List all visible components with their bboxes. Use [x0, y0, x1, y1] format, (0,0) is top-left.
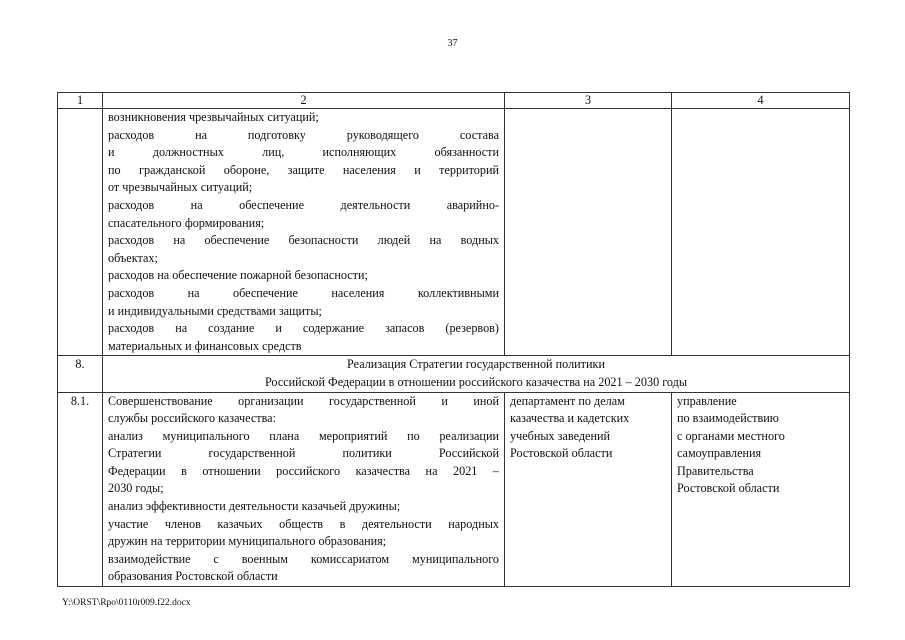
section-8-number: 8.: [58, 356, 103, 392]
text-line: по взаимодействию: [677, 411, 779, 426]
text-line: расходов на создание и содержание запасов (резервов): [108, 321, 499, 336]
document-table: [57, 92, 850, 587]
text-line: расходов на обеспечение населения коллективными: [108, 285, 499, 300]
row-8-1-number: 8.1.: [58, 392, 103, 587]
table-header-row: [58, 93, 850, 109]
text-line: казачества и кадетских: [510, 411, 630, 426]
column-header-3: 3: [505, 93, 672, 109]
section-8-title-line-2: Российской Федерации в отношении российского казачества на 2021 – 2030 годы: [264, 374, 688, 389]
text-line: анализ муниципального плана мероприятий по реализации: [108, 428, 499, 443]
text-line: от чрезвычайных ситуаций;: [108, 180, 253, 195]
text-line: Совершенствование организации государственной и иной: [108, 393, 499, 408]
text-line: объектах;: [108, 250, 158, 265]
text-line: анализ эффективности деятельности казачьей дружины;: [108, 499, 401, 514]
text-line: Ростовской области: [510, 446, 613, 461]
text-line: службы российского казачества:: [108, 411, 276, 426]
continuation-col3-cell: [505, 109, 672, 356]
text-line: 2030 годы;: [108, 481, 164, 496]
text-line: спасательного формирования;: [108, 215, 265, 230]
text-line: материальных и финансовых средств: [108, 338, 302, 353]
text-line: взаимодействие с военным комиссариатом муниципального: [108, 551, 499, 566]
file-path-footer: Y:\ORST\Rpo\0110r009.f22.docx: [62, 598, 191, 608]
continuation-text-cell: [103, 109, 505, 356]
text-line: участие членов казачьих обществ в деятельности народных: [108, 516, 499, 531]
text-line: с органами местного: [677, 428, 785, 443]
page-number: 37: [447, 38, 458, 49]
section-8-title-line-1: Реализация Стратегии государственной политики: [347, 357, 605, 372]
text-line: управление: [677, 393, 737, 408]
row-8-1: [58, 392, 850, 587]
text-line: дружин на территории муниципального образования;: [108, 534, 387, 549]
text-line: учебных заведений: [510, 428, 611, 443]
text-line: Федерации в отношении российского казачества на 2021 –: [108, 463, 499, 478]
text-line: расходов на обеспечение пожарной безопасности;: [108, 268, 368, 283]
row-8-1-responsible: [505, 392, 672, 587]
text-line: Ростовской области: [677, 481, 780, 496]
text-line: самоуправления: [677, 446, 762, 461]
column-header-4: 4: [672, 93, 850, 109]
text-line: расходов на подготовку руководящего состава: [108, 127, 499, 142]
column-header-1: 1: [58, 93, 103, 109]
text-line: по гражданской обороне, защите населения и территорий: [108, 162, 499, 177]
continuation-col4-cell: [672, 109, 850, 356]
row-8-1-description: [103, 392, 505, 587]
section-8-row: [58, 356, 850, 392]
text-line: и индивидуальными средствами защиты;: [108, 303, 322, 318]
column-header-2: 2: [103, 93, 505, 109]
text-line: образования Ростовской области: [108, 569, 278, 584]
continuation-row: [58, 109, 850, 356]
row-8-1-coexecutor: [672, 392, 850, 587]
continuation-number-cell: [58, 109, 103, 356]
text-line: Стратегии государственной политики Российской: [108, 446, 499, 461]
section-8-title: [103, 356, 850, 392]
text-line: возникновения чрезвычайных ситуаций;: [108, 110, 319, 124]
text-line: расходов на обеспечение безопасности людей на водных: [108, 233, 499, 248]
text-line: департамент по делам: [510, 393, 625, 408]
text-line: и должностных лиц, исполняющих обязанности: [108, 145, 499, 160]
text-line: расходов на обеспечение деятельности аварийно-: [108, 197, 499, 212]
text-line: Правительства: [677, 463, 754, 478]
